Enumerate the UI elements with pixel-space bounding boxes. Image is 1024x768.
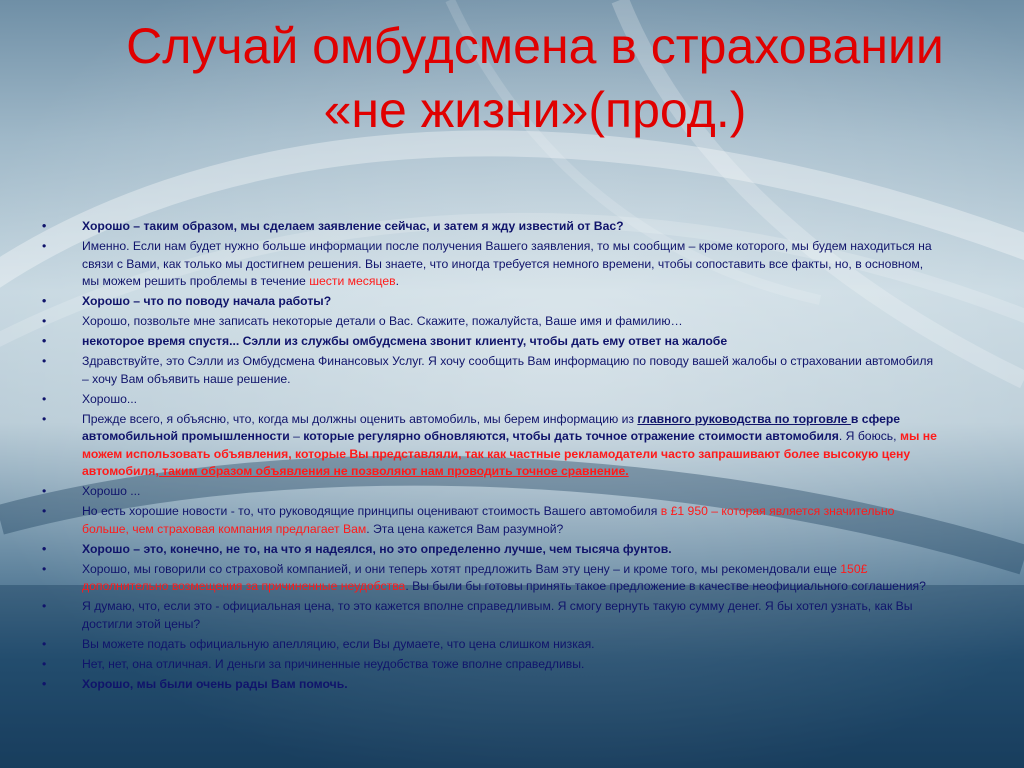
item-text: некоторое время спустя... Сэлли из службы омбудсмена звонит клиенту, чтобы дать ему ответ на жалобе	[82, 334, 728, 348]
item-text: Хорошо ...	[82, 484, 141, 498]
item-text: . Я боюсь,	[838, 429, 897, 443]
highlight-text: 150£ дополнительно возмещения за причиненные неудобства	[82, 561, 868, 593]
item-text: Но есть хорошие новости - то, что руководящие принципы оценивают стоимость Вашего автомобиля	[82, 504, 661, 518]
item-text: Именно. Если нам будет нужно больше информации после получения Вашего заявления, то мы сообщим – кроме которого, мы будем находиться на связи с Вами, как только мы достигнем решения. Вы знаете, что иногда требуется немного времени, чтобы сопоставить все факты, но, в основном, мы можем решить проблемы в течение	[82, 239, 932, 288]
item-text: Хорошо, позвольте мне записать некоторые детали о Вас. Скажите, пожалуйста, Ваше имя и фамилию…	[82, 314, 683, 328]
list-item	[40, 676, 940, 694]
list-item	[40, 636, 940, 654]
list-item	[40, 391, 940, 409]
list-item	[40, 293, 940, 311]
list-item	[40, 353, 940, 388]
item-text: Вы можете подать официальную апелляцию, если Вы думаете, что цена слишком низкая.	[82, 636, 595, 651]
list-item	[40, 541, 940, 559]
list-item	[40, 313, 940, 331]
list-item	[40, 598, 940, 633]
item-text: . Эта цена кажется Вам разумной?	[366, 521, 564, 536]
dialogue-list	[40, 218, 940, 696]
list-item	[40, 333, 940, 351]
item-text: Хорошо – что по поводу начала работы?	[82, 294, 332, 308]
item-text: Нет, нет, она отличная. И деньги за причиненные неудобства тоже вполне справедливы.	[82, 656, 585, 671]
guide-reference-text: главного руководства по торговле	[637, 411, 851, 426]
item-text: . Вы были бы готовы принять такое предложение в качестве неофициального соглашения?	[405, 579, 926, 593]
highlight-text: мы не можем использовать объявления, которые Вы представляли, так как частные рекламодатели часто запрашивают более высокую цену автомобиля	[82, 429, 937, 478]
item-text: .	[395, 274, 399, 288]
list-item	[40, 656, 940, 674]
item-text: Хорошо – таким образом, мы сделаем заявление сейчас, и затем я жду известий от Вас?	[82, 219, 624, 233]
item-text: Здравствуйте, это Сэлли из Омбудсмена Финансовых Услуг. Я хочу сообщить Вам информацию по поводу вашей жалобы о страховании автомобиля – хочу Вам объявить наше решение.	[82, 354, 934, 386]
item-text: Хорошо, мы говорили со страховой компанией, и они теперь хотят предложить Вам эту цену – и кроме того, мы рекомендовали еще	[82, 561, 841, 576]
item-text: Хорошо...	[82, 391, 138, 406]
item-text: Прежде всего, я объясню, что, когда мы должны оценить автомобиль, мы берем информацию из	[82, 411, 638, 426]
item-text: Хорошо – это, конечно, не то, на что я надеялся, но это определенно лучше, чем тысяча фунтов.	[82, 541, 672, 556]
item-text: –	[289, 429, 304, 443]
item-text: Хорошо, мы были очень рады Вам помочь.	[82, 676, 348, 691]
slide-title: Случай омбудсмена в страховании «не жизни»(прод.)	[126, 18, 944, 138]
item-text: Я думаю, что, если это - официальная цена, то это кажется вполне справедливым. Я смогу вернуть такую сумму денег. Я бы хотел узнать, как Вы достигли этой цены?	[82, 599, 913, 631]
highlight-text: в £1 950 – которая является значительно больше, чем страховая компания предлагает Вам	[82, 504, 895, 536]
item-text: которые регулярно обновляются, чтобы дать точное отражение стоимости автомобиля	[303, 429, 839, 443]
list-item	[40, 238, 940, 291]
highlight-text: шести месяцев	[309, 274, 396, 288]
list-item	[40, 483, 940, 501]
list-item	[40, 411, 940, 481]
list-item	[40, 503, 940, 538]
highlight-text: , таким образом объявления не позволяют нам проводить точное сравнение.	[155, 464, 629, 478]
item-text: в сфере автомобильной промышленности	[82, 411, 901, 443]
list-item	[40, 218, 940, 236]
list-item	[40, 561, 940, 596]
